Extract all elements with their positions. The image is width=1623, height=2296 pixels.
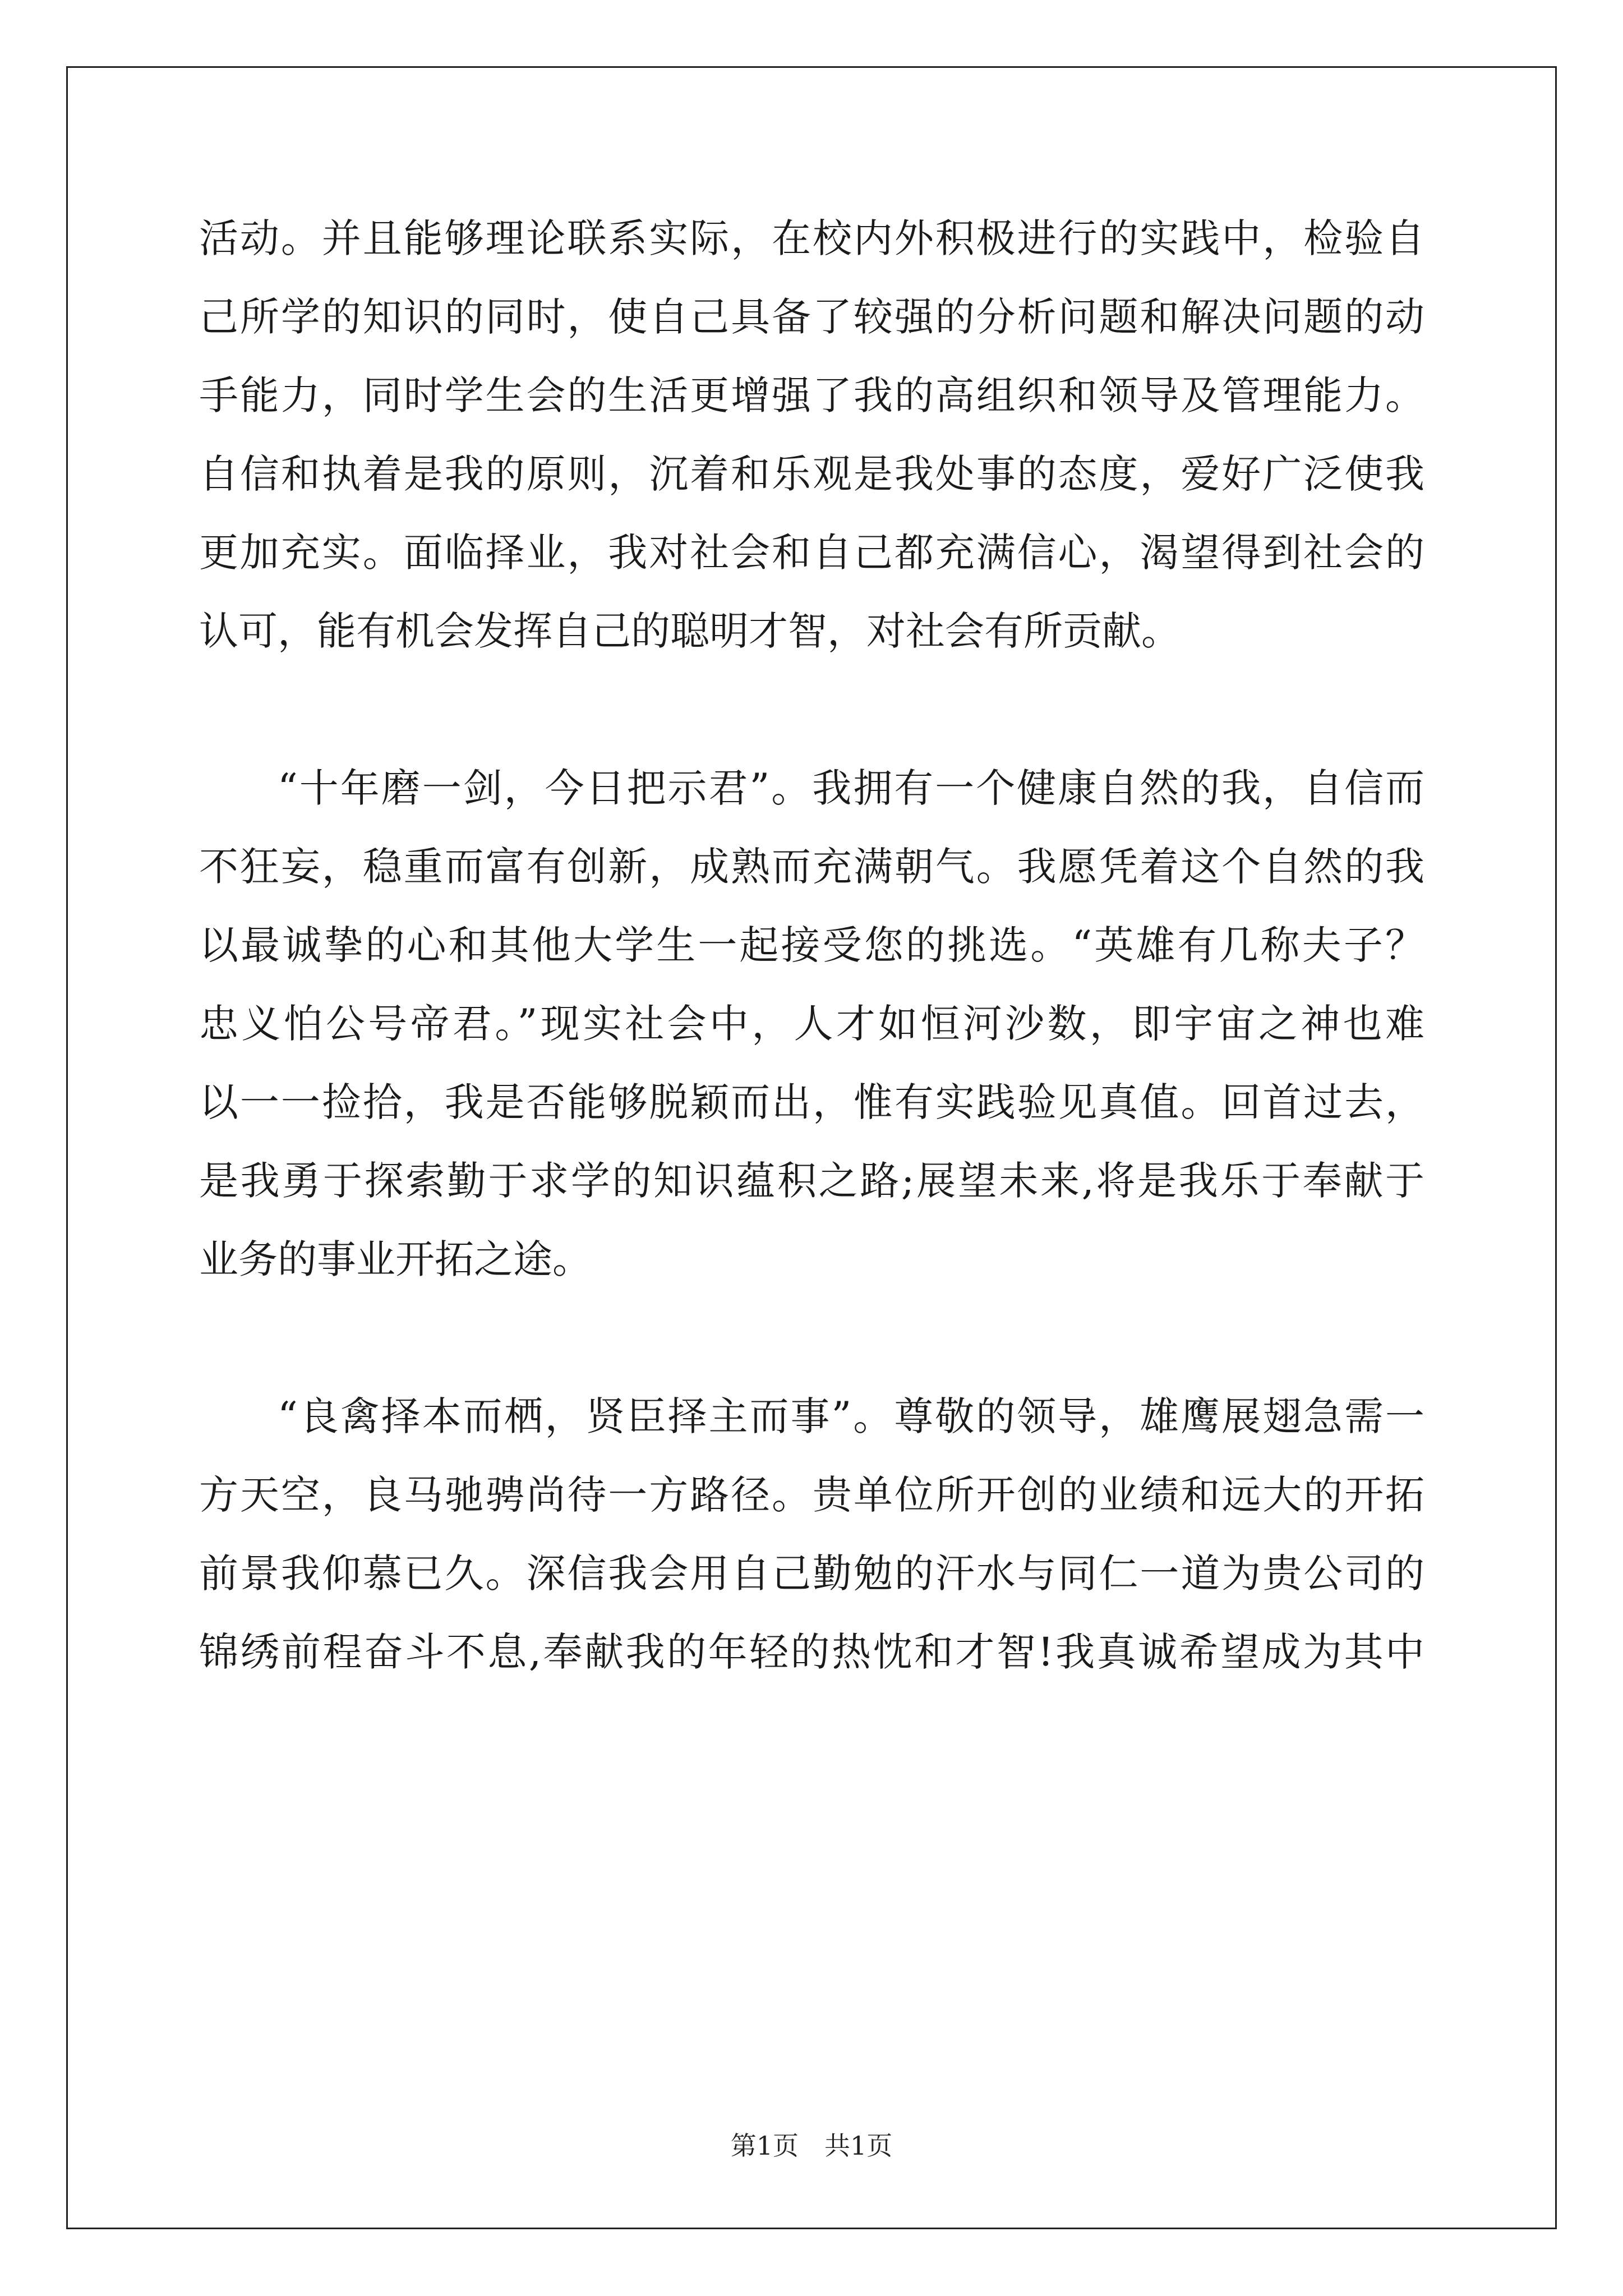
paragraph-gap — [199, 1299, 1424, 1377]
page-footer — [0, 2129, 1623, 2162]
text-line: 以最诚挚的心和其他大学生一起接受您的挑选。“英雄有几称夫子？ — [199, 922, 1424, 968]
text-line: 业务的事业开拓之途。 — [199, 1236, 592, 1282]
text-line: 手能力，同时学生会的生活更增强了我的高组织和领导及管理能力。 — [199, 372, 1424, 418]
paragraph-gap — [199, 670, 1424, 749]
text-line: 以一一捡拾，我是否能够脱颖而出，惟有实践验见真值。回首过去， — [199, 1079, 1424, 1125]
text-line: 不狂妄，稳重而富有创新，成熟而充满朝气。我愿凭着这个自然的我 — [199, 844, 1424, 890]
text-line: 更加充实。面临择业，我对社会和自己都充满信心，渴望得到社会的 — [199, 530, 1424, 576]
text-line: 认可，能有机会发挥自己的聪明才智，对社会有所贡献。 — [199, 608, 1181, 654]
text-line: 前景我仰慕已久。深信我会用自己勤勉的汗水与同仁一道为贵公司的 — [199, 1550, 1424, 1596]
text-line: 锦绣前程奋斗不息,奉献我的年轻的热忱和才智!我真诚希望成为其中 — [199, 1629, 1424, 1675]
page-number-label: 第1页 共1页 — [730, 2131, 893, 2161]
text-line: “良禽择本而栖，贤臣择主而事”。尊敬的领导，雄鹰展翅急需一 — [278, 1393, 1424, 1439]
text-line: “十年磨一剑，今日把示君”。我拥有一个健康自然的我，自信而 — [278, 765, 1424, 811]
text-line: 是我勇于探索勤于求学的知识蕴积之路;展望未来,将是我乐于奉献于 — [199, 1158, 1424, 1204]
document-body — [199, 199, 1424, 1691]
text-line: 方天空，良马驰骋尚待一方路径。贵单位所开创的业绩和远大的开拓 — [199, 1472, 1424, 1518]
text-line: 己所学的知识的同时，使自己具备了较强的分析问题和解决问题的动 — [199, 294, 1424, 340]
text-line: 自信和执着是我的原则，沉着和乐观是我处事的态度，爱好广泛使我 — [199, 451, 1424, 497]
text-line: 忠义怕公号帝君。”现实社会中，人才如恒河沙数，即宇宙之神也难 — [199, 1001, 1424, 1047]
text-line: 活动。并且能够理论联系实际，在校内外积极进行的实践中，检验自 — [199, 215, 1424, 261]
